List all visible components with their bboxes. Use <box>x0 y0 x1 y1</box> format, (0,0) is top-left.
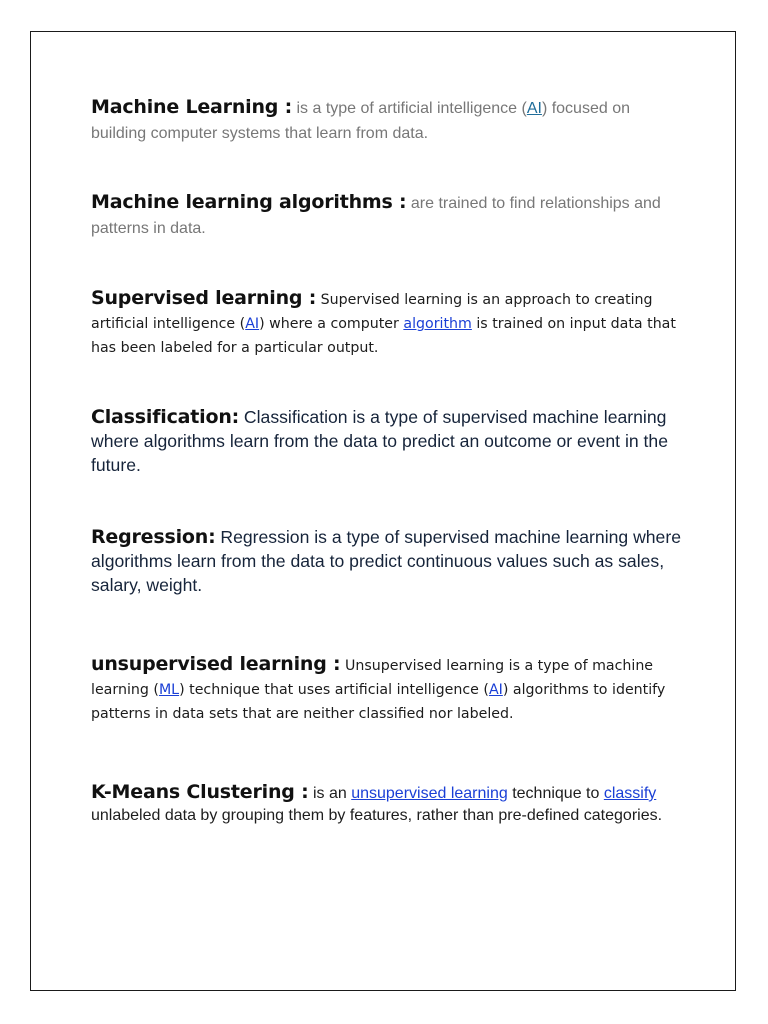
definition-text: are trained to find relationships and patterns in data. <box>91 195 661 237</box>
document-page <box>30 31 736 991</box>
definition-text: Classification is a type of supervised machine learning where algorithms learn from the data to predict an outcome or event in the future. <box>91 407 668 475</box>
term-heading: Regression: <box>91 526 216 548</box>
definition-text: unlabeled data by grouping them by features, rather than pre-defined categories. <box>91 807 663 824</box>
term-heading: Supervised learning : <box>91 287 317 309</box>
algorithm-link[interactable]: algorithm <box>403 316 472 332</box>
definition-text: is trained on input data that has been labeled for a particular output. <box>91 316 676 356</box>
definition-unsupervised-learning <box>91 652 686 726</box>
definition-supervised-learning <box>91 286 686 360</box>
ml-link[interactable]: ML <box>158 682 180 698</box>
term-heading: Machine Learning : <box>91 96 293 118</box>
ai-link[interactable]: AI <box>488 682 503 698</box>
ai-link[interactable]: AI <box>245 316 260 332</box>
classify-link[interactable]: classify <box>603 785 657 802</box>
definition-machine-learning <box>91 95 686 146</box>
definition-text: is a type of artificial intelligence ( <box>292 100 527 117</box>
term-heading: unsupervised learning : <box>91 653 341 675</box>
definition-classification <box>91 405 686 477</box>
term-heading: Machine learning algorithms : <box>91 191 407 213</box>
definition-k-means-clustering <box>91 781 686 827</box>
definition-text: is an <box>308 785 352 802</box>
definition-text: Regression is a type of supervised machine learning where algorithms learn from the data to predict continuous values such as sales, salary, weight. <box>91 527 681 595</box>
definition-regression <box>91 525 686 597</box>
definition-text: Unsupervised learning is a type of machine learning ( <box>91 658 654 698</box>
definition-text: ) where a computer <box>259 316 404 332</box>
definition-text: ) focused on building computer systems that learn from data. <box>91 100 630 142</box>
unsupervised-learning-link[interactable]: unsupervised learning <box>351 785 508 802</box>
definition-text: technique to <box>507 785 604 802</box>
definition-text: ) technique that uses artificial intelligence ( <box>179 682 489 698</box>
definition-text: Supervised learning is an approach to creating artificial intelligence ( <box>91 292 653 332</box>
term-heading: Classification: <box>91 406 240 428</box>
ai-link[interactable]: AI <box>526 100 542 117</box>
definition-text: ) algorithms to identify patterns in data sets that are neither classified nor labeled. <box>91 682 666 722</box>
term-heading: K-Means Clustering : <box>91 781 309 803</box>
definition-ml-algorithms <box>91 190 686 241</box>
